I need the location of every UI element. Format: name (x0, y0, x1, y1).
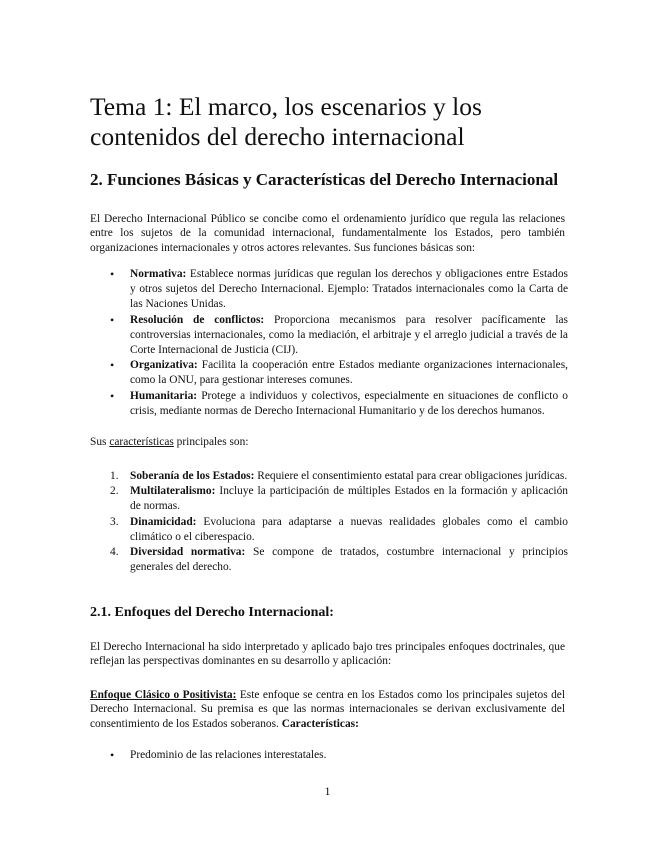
characteristics-intro: Sus características principales son: (90, 436, 249, 448)
section-2-1-heading: 2.1. Enfoques del Derecho Internacional: (90, 605, 334, 620)
classic-approach-paragraph: Enfoque Clásico o Positivista: Este enfoque se centra en los Estados como los principales sujetos del Derecho Internacional. Su premisa es que las normas internacionales se derivan exclusivamente del consentimiento de los Estados soberanos. Características: (90, 689, 565, 730)
list-item: 3. Dinamicidad: Evoluciona para adaptarse a nuevas realidades globales como el cambio climático o el ciberespacio. (110, 515, 568, 543)
section-2-heading: 2. Funciones Básicas y Características del Derecho Internacional (90, 170, 559, 189)
list-item: 4. Diversidad normativa: Se compone de tratados, costumbre internacional y principios generales del derecho. (110, 546, 568, 574)
section-2-1-intro: El Derecho Internacional ha sido interpretado y aplicado bajo tres principales enfoques doctrinales, que reflejan las perspectivas dominantes en su desarrollo y aplicación: (90, 641, 565, 668)
list-item: 2. Multilateralismo: Incluye la participación de múltiples Estados en la formación y aplicación de normas. (110, 485, 568, 513)
classic-characteristics-list (90, 748, 568, 763)
document-title: Tema 1: El marco, los escenarios y los contenidos del derecho internacional (90, 92, 482, 151)
characteristics-link[interactable]: características (109, 436, 174, 448)
section-2-intro: El Derecho Internacional Público se concibe como el ordenamiento jurídico que regula las relaciones entre los sujetos de la comunidad internacional, fundamentalmente los Estados, pero también organizaciones internacionales y otros actores relevantes. Sus funciones básicas son: (90, 213, 565, 254)
list-item: • Predominio de las relaciones interestatales. (90, 748, 568, 763)
page-number: 1 (324, 784, 331, 798)
classic-approach-label: Enfoque Clásico o Positivista: (90, 689, 237, 701)
list-item: • Resolución de conflictos: Proporciona mecanismos para resolver pacíficamente las controversias internacionales, como la mediación, el arbitraje y el arreglo judicial a través de la Corte Internacional de Justicia (CIJ). (90, 313, 568, 359)
list-item: • Organizativa: Facilita la cooperación entre Estados mediante organizaciones internacionales, como la ONU, para gestionar intereses comunes. (90, 358, 568, 388)
characteristics-list (90, 469, 568, 575)
functions-list (90, 267, 568, 419)
list-item: • Normativa: Establece normas jurídicas que regulan los derechos y obligaciones entre Estados y otros sujetos del Derecho Internacional. Ejemplo: Tratados internacionales como la Carta de las Naciones Unidas. (90, 267, 568, 313)
list-item: 1. Soberanía de los Estados: Requiere el consentimiento estatal para crear obligaciones jurídicas. (110, 470, 568, 482)
list-item: • Humanitaria: Protege a individuos y colectivos, especialmente en situaciones de conflicto o crisis, mediante normas de Derecho Internacional Humanitario y de los derechos humanos. (90, 389, 568, 419)
